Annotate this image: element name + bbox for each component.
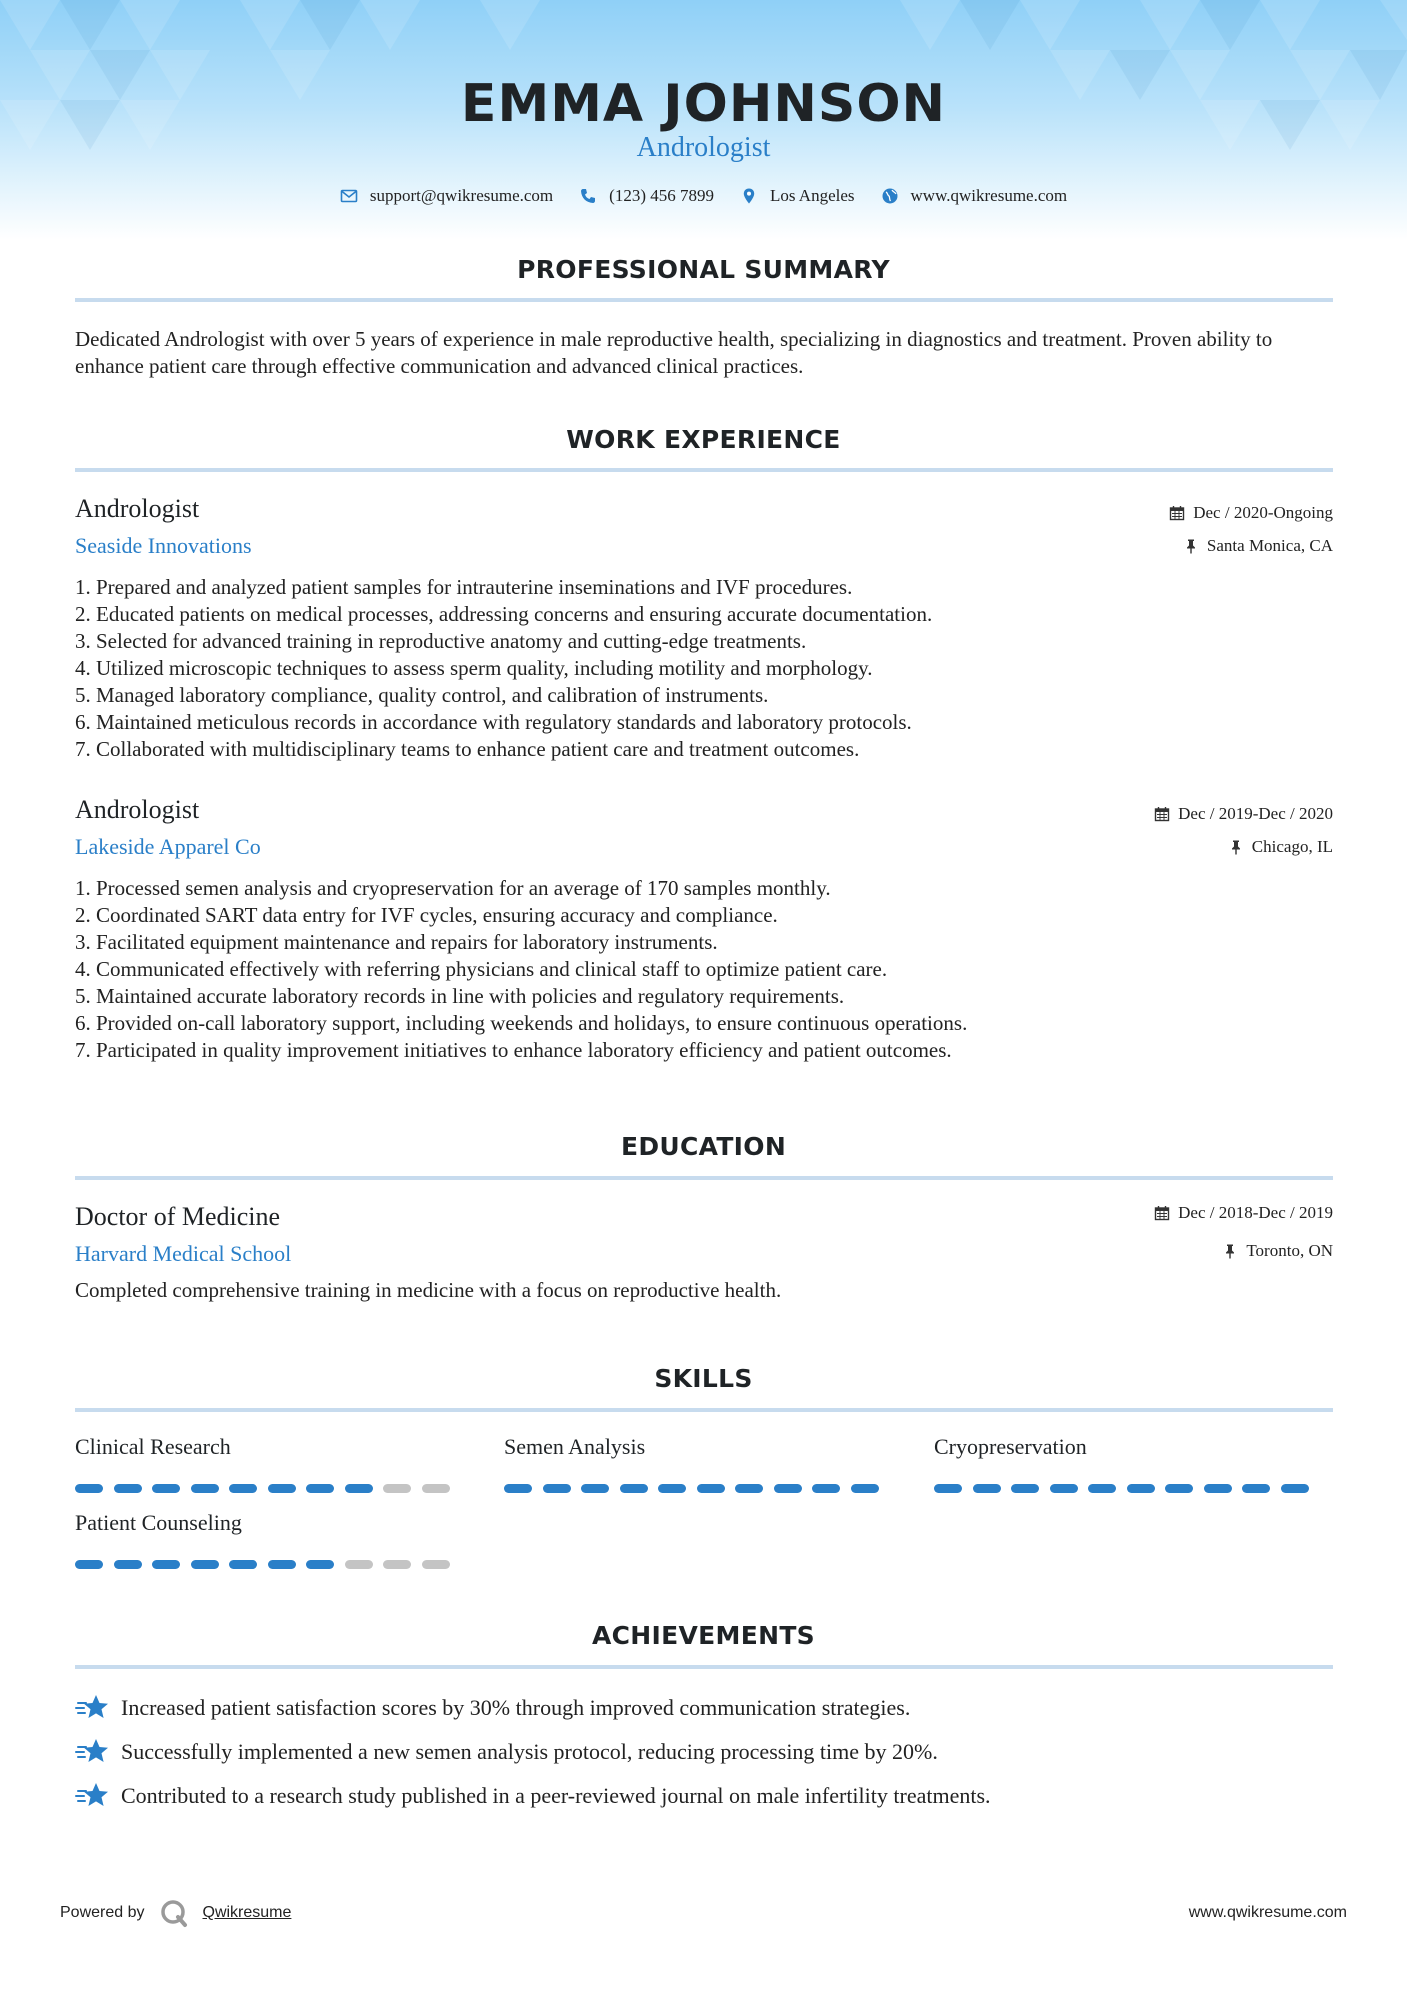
skill-dot-filled [1011, 1484, 1039, 1493]
contact-website[interactable] [881, 186, 1068, 206]
achievement-item [75, 1737, 938, 1767]
section-divider [75, 298, 1333, 302]
achievement-item [75, 1781, 991, 1811]
star-icon [75, 1781, 109, 1811]
dates-text: Dec / 2018-Dec / 2019 [1178, 1203, 1333, 1222]
job-dates [1154, 804, 1333, 824]
list-item: 4. Utilized microscopic techniques to assess sperm quality, including motility and morphology. [75, 656, 873, 680]
phone-text: (123) 456 7899 [609, 186, 714, 205]
website-text: www.qwikresume.com [910, 186, 1068, 205]
skill-item [504, 1434, 884, 1460]
section-title-achievements: ACHIEVEMENTS [592, 1621, 815, 1650]
skill-dot-filled [114, 1484, 142, 1493]
contact-email[interactable] [340, 186, 553, 206]
list-item: 6. Maintained meticulous records in accordance with regulatory standards and laboratory protocols. [75, 710, 912, 734]
candidate-name: EMMA JOHNSON [460, 74, 947, 134]
skill-dot-filled [658, 1484, 686, 1493]
skill-dot-filled [268, 1484, 296, 1493]
skill-dot-filled [345, 1484, 373, 1493]
skill-dot-filled [75, 1560, 103, 1569]
job-title: Andrologist [75, 494, 200, 523]
qwikresume-logo-icon [159, 1898, 189, 1928]
footer-powered-by [60, 1898, 291, 1928]
list-item: 6. Provided on-call laboratory support, including weekends and holidays, to ensure continuous operations. [75, 1011, 968, 1035]
contact-bar [0, 186, 1407, 206]
skill-dot-filled [851, 1484, 879, 1493]
achievement-text: Contributed to a research study published in a peer-reviewed journal on male infertility treatments. [121, 1783, 991, 1808]
list-item: 4. Communicated effectively with referring physicians and clinical staff to optimize patient care. [75, 957, 888, 981]
skill-dot-filled [697, 1484, 725, 1493]
job-dates [1169, 503, 1333, 523]
skill-level-bar [75, 1560, 455, 1570]
job-responsibilities [75, 574, 1333, 763]
skill-dot-filled [306, 1560, 334, 1569]
skill-level-bar [504, 1484, 884, 1494]
calendar-icon [1154, 1205, 1170, 1221]
education-dates [1154, 1203, 1333, 1223]
skill-dot-filled [1165, 1484, 1193, 1493]
skill-dot-empty [383, 1484, 411, 1493]
pushpin-icon [1183, 538, 1199, 554]
job-location [1228, 837, 1333, 857]
skill-dot-empty [422, 1484, 450, 1493]
list-item: 7. Participated in quality improvement initiatives to enhance laboratory efficiency and patient outcomes. [75, 1038, 952, 1062]
education-school: Harvard Medical School [75, 1241, 292, 1266]
location-text: Toronto, ON [1246, 1241, 1333, 1260]
calendar-icon [1154, 806, 1170, 822]
section-title-experience: WORK EXPERIENCE [566, 425, 841, 454]
skill-name: Clinical Research [75, 1434, 231, 1459]
skill-dot-filled [306, 1484, 334, 1493]
skill-dot-filled [1050, 1484, 1078, 1493]
achievement-text: Increased patient satisfaction scores by 30% through improved communication strategies. [121, 1695, 911, 1720]
section-title-skills: SKILLS [654, 1364, 753, 1393]
job-title: Andrologist [75, 795, 200, 824]
list-item: 1. Processed semen analysis and cryopreservation for an average of 170 samples monthly. [75, 876, 831, 900]
skill-dot-filled [934, 1484, 962, 1493]
education-degree: Doctor of Medicine [75, 1202, 281, 1231]
skill-name: Cryopreservation [934, 1434, 1087, 1459]
list-item: 2. Coordinated SART data entry for IVF cycles, ensuring accuracy and compliance. [75, 903, 778, 927]
skill-level-bar [934, 1484, 1314, 1494]
powered-by-label: Powered by [60, 1904, 145, 1921]
skill-dot-filled [812, 1484, 840, 1493]
pushpin-icon [1228, 839, 1244, 855]
list-item: 3. Selected for advanced training in reproductive anatomy and cutting-edge treatments. [75, 629, 807, 653]
skill-dot-filled [543, 1484, 571, 1493]
dates-text: Dec / 2020-Ongoing [1193, 503, 1333, 522]
skill-dot-empty [383, 1560, 411, 1569]
skill-item [75, 1434, 455, 1460]
skill-dot-filled [114, 1560, 142, 1569]
list-item: 5. Managed laboratory compliance, quality control, and calibration of instruments. [75, 683, 769, 707]
skill-dot-filled [229, 1560, 257, 1569]
skill-dot-filled [735, 1484, 763, 1493]
skill-dot-empty [422, 1560, 450, 1569]
summary-text: Dedicated Andrologist with over 5 years of experience in male reproductive health, specializing in diagnostics and treatment. Proven ability to enhance patient care through effective communication and advanced clinical practices. [75, 327, 1273, 378]
skill-dot-filled [1088, 1484, 1116, 1493]
contact-phone[interactable] [579, 186, 714, 206]
section-divider [75, 1665, 1333, 1669]
star-icon [75, 1737, 109, 1767]
section-title-summary: PROFESSIONAL SUMMARY [517, 255, 890, 284]
skill-dot-filled [1281, 1484, 1309, 1493]
skill-dot-filled [620, 1484, 648, 1493]
education-location [1222, 1241, 1333, 1261]
skill-dot-filled [229, 1484, 257, 1493]
job-company: Seaside Innovations [75, 533, 252, 558]
footer-url[interactable]: www.qwikresume.com [1188, 1904, 1347, 1921]
skill-dot-filled [268, 1560, 296, 1569]
list-item: 7. Collaborated with multidisciplinary teams to enhance patient care and treatment outcomes. [75, 737, 860, 761]
qwikresume-link[interactable]: Qwikresume [202, 1904, 292, 1921]
skill-level-bar [75, 1484, 455, 1494]
skill-name: Patient Counseling [75, 1510, 242, 1535]
skill-name: Semen Analysis [504, 1434, 646, 1459]
skill-dot-filled [191, 1560, 219, 1569]
list-item: 3. Facilitated equipment maintenance and repairs for laboratory instruments. [75, 930, 718, 954]
section-divider [75, 1408, 1333, 1412]
skill-dot-filled [152, 1560, 180, 1569]
location-text: Chicago, IL [1251, 837, 1333, 856]
section-divider [75, 468, 1333, 472]
list-item: 2. Educated patients on medical processes, addressing concerns and ensuring accurate documentation. [75, 602, 933, 626]
calendar-icon [1169, 505, 1185, 521]
skill-dot-empty [345, 1560, 373, 1569]
location-text: Santa Monica, CA [1206, 536, 1333, 555]
dates-text: Dec / 2019-Dec / 2020 [1178, 804, 1333, 823]
list-item: 1. Prepared and analyzed patient samples for intrauterine inseminations and IVF procedures. [75, 575, 853, 599]
job-company: Lakeside Apparel Co [75, 834, 261, 859]
skill-dot-filled [581, 1484, 609, 1493]
location-text: Los Angeles [769, 186, 855, 205]
phone-icon [579, 187, 597, 205]
skill-dot-filled [973, 1484, 1001, 1493]
skill-dot-filled [75, 1484, 103, 1493]
envelope-icon [340, 187, 358, 205]
skill-dot-filled [1127, 1484, 1155, 1493]
education-description: Completed comprehensive training in medicine with a focus on reproductive health. [75, 1278, 782, 1302]
skill-item [75, 1510, 455, 1536]
skill-dot-filled [152, 1484, 180, 1493]
section-divider [75, 1176, 1333, 1180]
list-item: 5. Maintained accurate laboratory records in line with policies and regulatory requirements. [75, 984, 845, 1008]
star-icon [75, 1693, 109, 1723]
job-responsibilities [75, 875, 1333, 1064]
skill-dot-filled [504, 1484, 532, 1493]
candidate-role: Andrologist [636, 132, 771, 163]
email-text: support@qwikresume.com [369, 186, 554, 205]
job-location [1183, 536, 1333, 556]
globe-icon [881, 187, 899, 205]
skill-dot-filled [774, 1484, 802, 1493]
map-pin-icon [740, 187, 758, 205]
skill-dot-filled [1242, 1484, 1270, 1493]
pushpin-icon [1222, 1243, 1238, 1259]
skill-dot-filled [191, 1484, 219, 1493]
skill-dot-filled [1204, 1484, 1232, 1493]
contact-location [740, 186, 855, 206]
achievement-text: Successfully implemented a new semen analysis protocol, reducing processing time by 20%. [121, 1739, 938, 1764]
skill-item [934, 1434, 1314, 1460]
section-title-education: EDUCATION [620, 1132, 787, 1161]
achievement-item [75, 1693, 910, 1723]
